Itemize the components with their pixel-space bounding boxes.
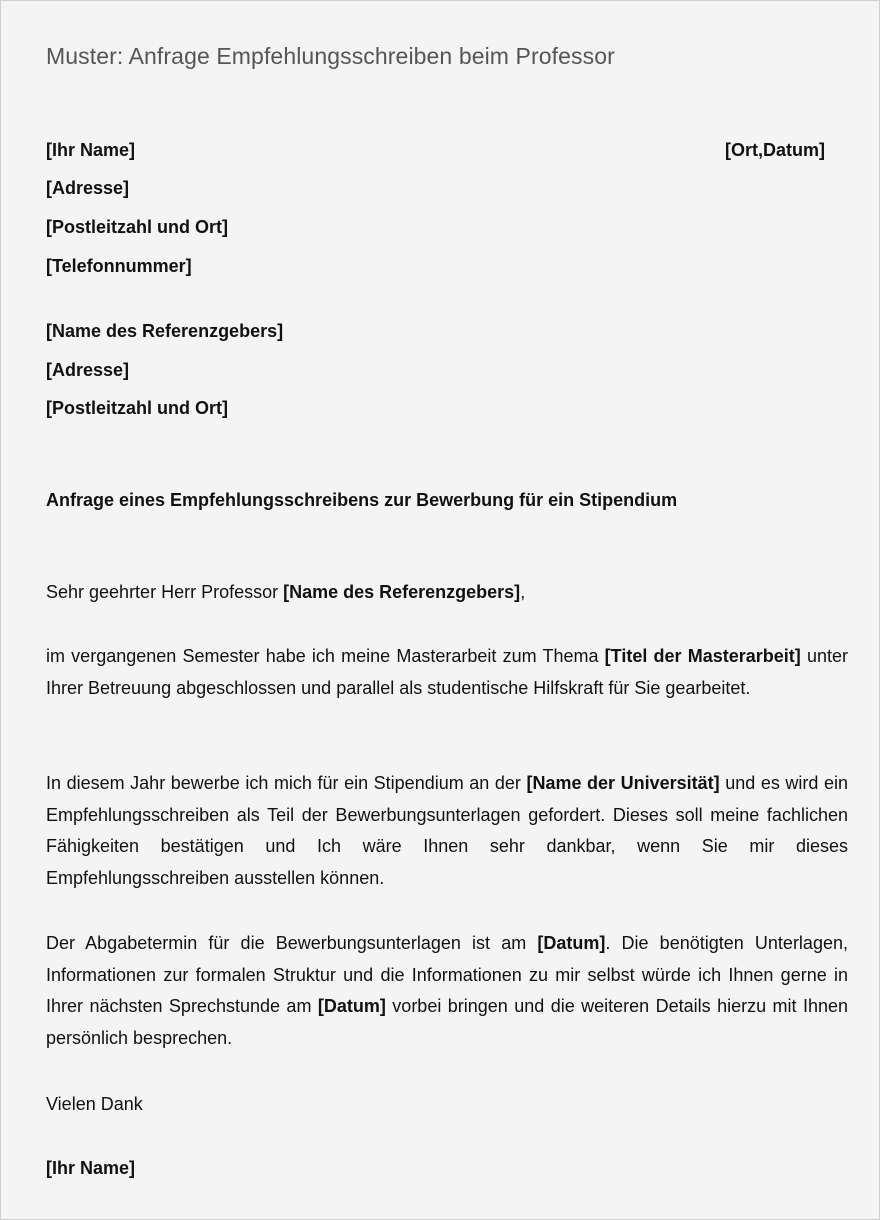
paragraph-1: im vergangenen Semester habe ich meine Masterarbeit zum Thema [Titel der Masterarbeit] unter Ihrer Betreuung abgeschlossen und parallel als studentische Hilfskraft für Sie gearbeitet. — [46, 646, 849, 698]
subject-line: Anfrage eines Empfehlungsschreibens zur Bewerbung für ein Stipendium — [46, 490, 678, 510]
closing: Vielen Dank — [46, 1094, 143, 1114]
salutation: Sehr geehrter Herr Professor [Name des Referenzgebers], — [46, 582, 526, 602]
place-date: [Ort,Datum] — [725, 140, 825, 160]
recipient-zip-city: [Postleitzahl und Ort] — [46, 398, 228, 418]
recipient-address: [Adresse] — [46, 360, 130, 380]
sender-zip-city: [Postleitzahl und Ort] — [46, 217, 228, 237]
signature-name: [Ihr Name] — [46, 1158, 136, 1178]
sender-name: [Ihr Name] — [46, 140, 136, 160]
recipient-name: [Name des Referenzgebers] — [46, 321, 284, 341]
salutation-name: [Name des Referenzgebers] — [283, 582, 521, 602]
sender-address: [Adresse] — [46, 178, 130, 198]
document-title: Muster: Anfrage Empfehlungsschreiben beim Professor — [46, 43, 615, 69]
paragraph-3: Der Abgabetermin für die Bewerbungsunterlagen ist am [Datum]. Die benötigten Unterlagen, Informationen zur formalen Struktur und die Informationen zu mir selbst würde ich Ihnen gerne in Ihrer nächsten Sprechstunde am [Datum] vorbei bringen und die weiteren Details hierzu mit Ihnen persönlich besprechen. — [46, 933, 848, 1049]
paragraph-2: In diesem Jahr bewerbe ich mich für ein Stipendium an der [Name der Universität] und es wird ein Empfehlungsschreiben als Teil der Bewerbungsunterlagen gefordert. Dieses soll meine fachlichen Fähigkeiten bestätigen und Ich wäre Ihnen sehr dankbar, wenn Sie mir dieses Empfehlungsschreiben ausstellen können. — [46, 773, 849, 889]
sender-phone: [Telefonnummer] — [46, 256, 192, 276]
